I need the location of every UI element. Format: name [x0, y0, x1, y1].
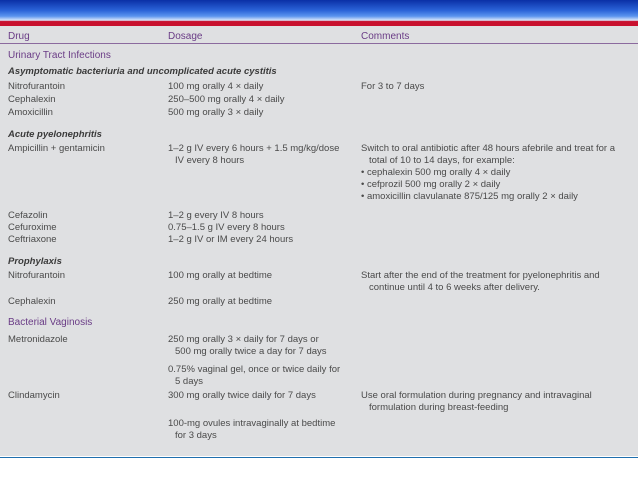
dosage-cell: 500 mg orally twice a day for 7 days [175, 346, 327, 357]
bottom-divider [0, 457, 638, 458]
dosage-cell: 0.75–1.5 g IV every 8 hours [168, 222, 285, 233]
dosage-cell: 100 mg orally at bedtime [168, 270, 273, 281]
dosage-cell: IV every 8 hours [175, 155, 245, 166]
comment-cell: For 3 to 7 days [361, 81, 425, 92]
drug-cell: Clindamycin [8, 390, 60, 401]
dosage-cell: 1–2 g IV or IM every 24 hours [168, 234, 294, 245]
comment-cell: formulation during breast-feeding [369, 402, 509, 413]
dosage-cell: 1–2 g IV every 6 hours + 1.5 mg/kg/dose [168, 143, 340, 154]
comment-cell: • amoxicillin clavulanate 875/125 mg orally 2 × daily [361, 191, 578, 202]
comment-cell: • cephalexin 500 mg orally 4 × daily [361, 167, 511, 178]
drug-cell: Ampicillin + gentamicin [8, 143, 105, 154]
subsection-pyelonephritis: Acute pyelonephritis [8, 129, 102, 140]
section-title-uti: Urinary Tract Infections [8, 50, 111, 61]
comment-cell: Switch to oral antibiotic after 48 hours afebrile and treat for a [361, 143, 615, 154]
dosage-cell: 5 days [175, 376, 203, 387]
dosage-cell: 250–500 mg orally 4 × daily [168, 94, 285, 105]
drug-table [0, 26, 638, 456]
header-dosage: Dosage [168, 31, 203, 42]
drug-cell: Metronidazole [8, 334, 68, 345]
comment-cell: total of 10 to 14 days, for example: [369, 155, 515, 166]
dosage-cell: 250 mg orally at bedtime [168, 296, 273, 307]
comment-cell: • cefprozil 500 mg orally 2 × daily [361, 179, 501, 190]
subsection-prophylaxis: Prophylaxis [8, 256, 62, 267]
dosage-cell: 300 mg orally twice daily for 7 days [168, 390, 316, 401]
dosage-cell: 500 mg orally 3 × daily [168, 107, 264, 118]
header-drug: Drug [8, 31, 30, 42]
drug-cell: Cephalexin [8, 296, 56, 307]
drug-cell: Cefuroxime [8, 222, 57, 233]
header-divider [0, 43, 638, 44]
comment-cell: continue until 4 to 6 weeks after delivery. [369, 282, 540, 293]
drug-cell: Cephalexin [8, 94, 56, 105]
drug-cell: Cefazolin [8, 210, 48, 221]
drug-cell: Nitrofurantoin [8, 81, 66, 92]
section-title-bv: Bacterial Vaginosis [8, 317, 93, 328]
drug-cell: Ceftriaxone [8, 234, 57, 245]
dosage-cell: 100-mg ovules intravaginally at bedtime [168, 418, 336, 429]
dosage-cell: 0.75% vaginal gel, once or twice daily for [168, 364, 341, 375]
header-comments: Comments [361, 31, 410, 42]
subsection-asymptomatic: Asymptomatic bacteriuria and uncomplicated acute cystitis [8, 66, 277, 77]
comment-cell: Use oral formulation during pregnancy and intravaginal [361, 390, 592, 401]
top-banner [0, 0, 638, 26]
dosage-cell: for 3 days [175, 430, 217, 441]
drug-cell: Amoxicillin [8, 107, 53, 118]
drug-cell: Nitrofurantoin [8, 270, 66, 281]
comment-cell: Start after the end of the treatment for pyelonephritis and [361, 270, 600, 281]
dosage-cell: 250 mg orally 3 × daily for 7 days or [168, 334, 319, 345]
dosage-cell: 100 mg orally 4 × daily [168, 81, 264, 92]
dosage-cell: 1–2 g every IV 8 hours [168, 210, 264, 221]
